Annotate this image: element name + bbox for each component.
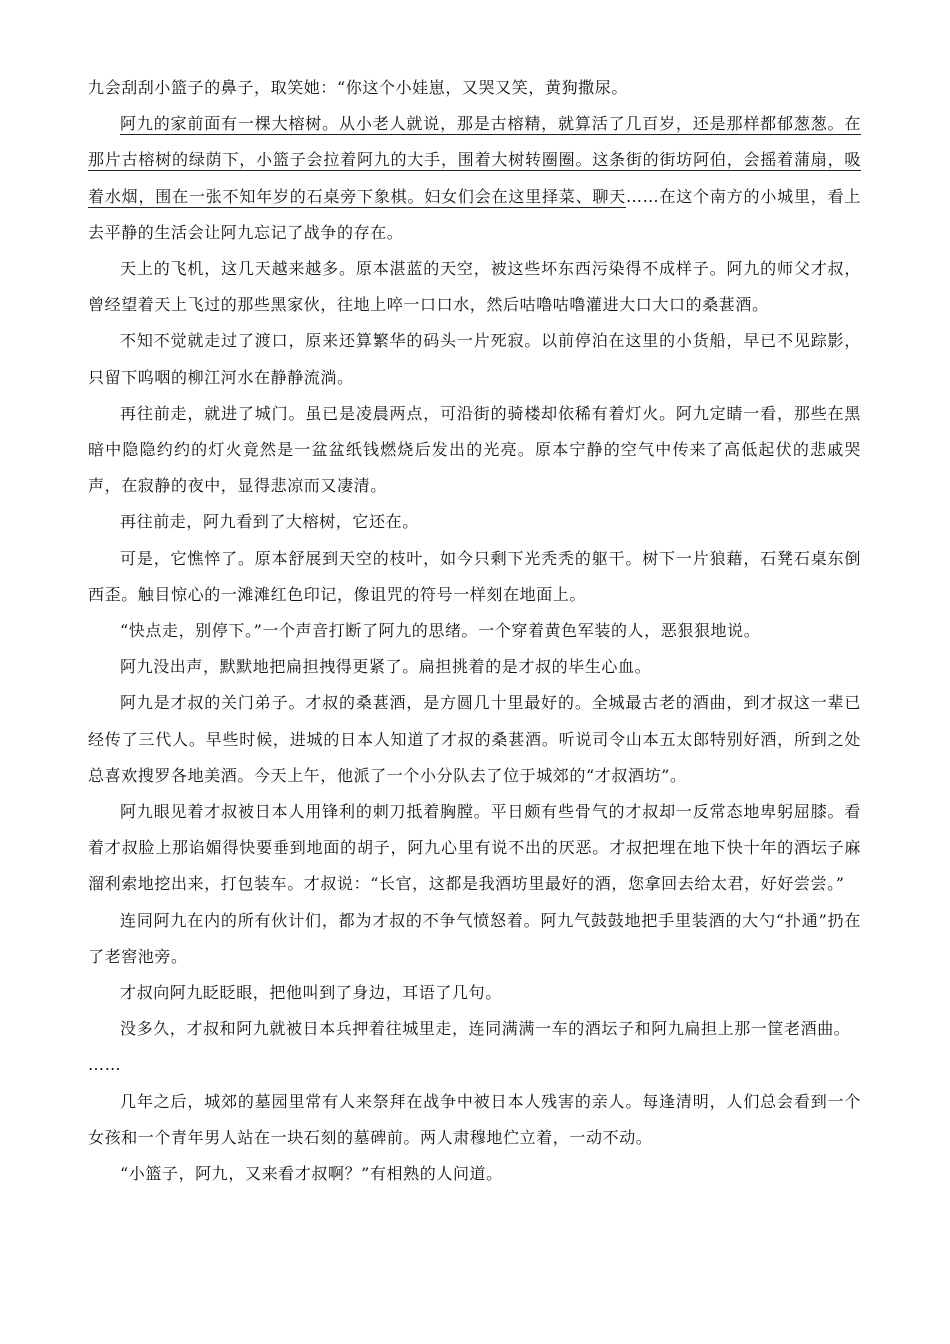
paragraph-11: 阿九眼见着才叔被日本人用锋利的刺刀抵着胸膛。平日颇有些骨气的才叔却一反常态地卑躬屈膝。看着才叔脸上那谄媚得快要垂到地面的胡子，阿九心里有说不出的厌恶。才叔把埋在地下快十年的酒坛子麻溜利索地挖出来，打包装车。才叔说：“长官，这都是我酒坊里最好的酒，您拿回去给太君，好好尝尝。” xyxy=(88,802,861,894)
paragraph-2-tail: ……在这个南方的小城里，看上去平静的生活会让阿九忘记了战争的存在。 xyxy=(88,186,861,242)
story-text xyxy=(88,70,861,1192)
paragraph-7: 可是，它憔悴了。原本舒展到天空的枝叶，如今只剩下光秃秃的躯干。树下一片狼藉，石凳石桌东倒西歪。触目惊心的一滩滩红色印记，像诅咒的符号一样刻在地面上。 xyxy=(88,548,861,604)
paragraph-8: “快点走，别停下。”一个声音打断了阿九的思绪。一个穿着黄色军装的人，恶狠狠地说。 xyxy=(120,621,761,641)
paragraph-5: 再往前走，就进了城门。虽已是凌晨两点，可沿街的骑楼却依稀有着灯火。阿九定睛一看，那些在黑暗中隐隐约约的灯火竟然是一盆盆纸钱燃烧后发出的光亮。原本宁静的空气中传来了高低起伏的悲戚哭声，在寂静的夜中，显得悲凉而又凄清。 xyxy=(88,403,861,496)
paragraph-6: 再往前走，阿九看到了大榕树，它还在。 xyxy=(120,512,419,532)
paragraph-12: 连同阿九在内的所有伙计们，都为才叔的不争气愤怒着。阿九气鼓鼓地把手里装酒的大勺“扑通”扔在了老窖池旁。 xyxy=(88,910,861,966)
paragraph-10: 阿九是才叔的关门弟子。才叔的桑葚酒，是方圆几十里最好的。全城最古老的酒曲，到才叔这一辈已经传了三代人。早些时候，进城的日本人知道了才叔的桑葚酒。听说司令山本五太郎特别好酒，所到之处总喜欢搜罗各地美酒。今天上午，他派了一个小分队去了位于城郊的“才叔酒坊”。 xyxy=(88,693,861,785)
paragraph-16: “小篮子，阿九，又来看才叔啊？”有相熟的人问道。 xyxy=(120,1164,503,1184)
ellipsis-break: …… xyxy=(88,1055,122,1075)
paragraph-14: 没多久，才叔和阿九就被日本兵押着往城里走，连同满满一车的酒坛子和阿九扁担上那一筐老酒曲。 xyxy=(120,1019,851,1039)
paragraph-15: 几年之后，城郊的墓园里常有人来祭拜在战争中被日本人残害的亲人。每逢清明，人们总会看到一个女孩和一个青年男人站在一块石刻的墓碑前。两人肃穆地伫立着，一动不动。 xyxy=(88,1091,861,1147)
paragraph-4: 不知不觉就走过了渡口，原来还算繁华的码头一片死寂。以前停泊在这里的小货船，早已不见踪影，只留下呜咽的柳江河水在静静流淌。 xyxy=(88,331,861,387)
paragraph-3: 天上的飞机，这几天越来越多。原本湛蓝的天空，被这些坏东西污染得不成样子。阿九的师父才叔，曾经望着天上飞过的那些黑家伙，往地上啐一口口水，然后咕噜咕噜灌进大口大口的桑葚酒。 xyxy=(88,259,861,315)
paragraph-2 xyxy=(88,106,861,251)
paragraph-1: 九会刮刮小篮子的鼻子，取笑她：“你这个小娃崽，又哭又笑，黄狗撒尿。 xyxy=(88,78,628,97)
paragraph-13: 才叔向阿九眨眨眼，把他叫到了身边，耳语了几句。 xyxy=(120,983,502,1003)
paragraph-9: 阿九没出声，默默地把扁担拽得更紧了。扁担挑着的是才叔的毕生心血。 xyxy=(120,657,652,677)
underlined-passage: 阿九的家前面有一棵大榕树。从小老人就说，那是古榕精，就算活了几百岁，还是那样都郁葱葱。在那片古榕树的绿荫下，小篮子会拉着阿九的大手，围着大树转圈圈。这条街的街坊阿伯，会摇着蒲扇，吸着水烟，围在一张不知年岁的石桌旁下象棋。妇女们会在这里择菜、聊天 xyxy=(88,114,861,206)
